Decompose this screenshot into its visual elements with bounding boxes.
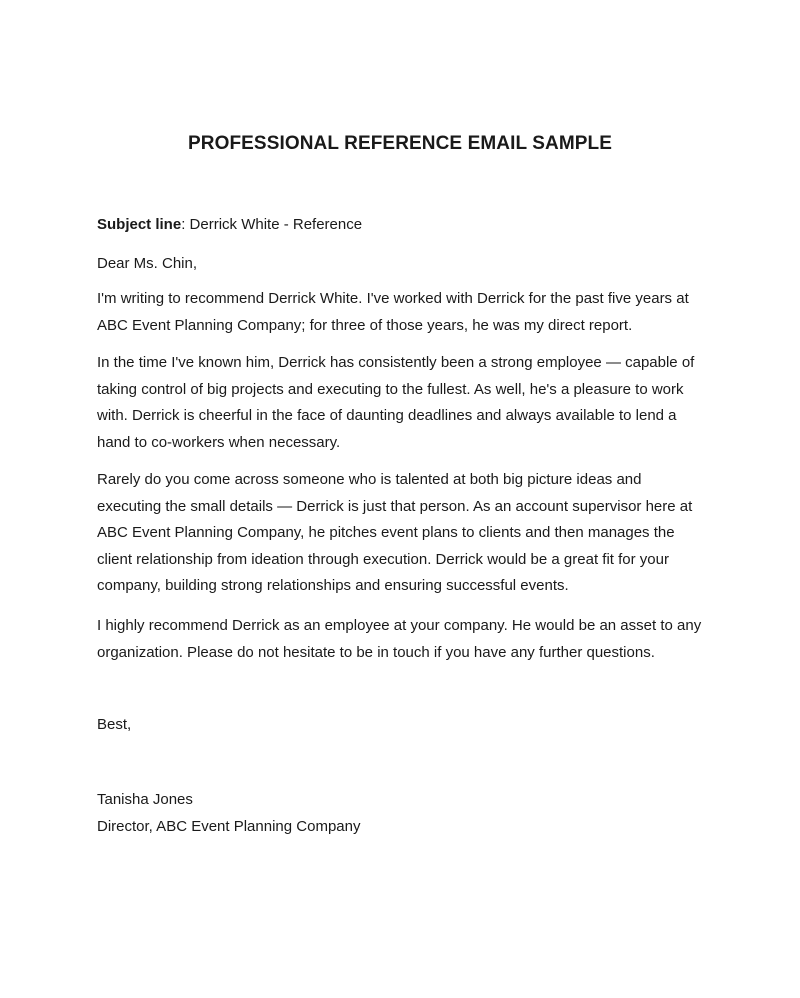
subject-label: Subject line xyxy=(97,216,182,233)
closing: Best, xyxy=(97,716,132,733)
signature-name: Tanisha Jones xyxy=(97,791,193,808)
subject-line xyxy=(97,212,709,239)
greeting: Dear Ms. Chin, xyxy=(97,255,198,272)
page-title: PROFESSIONAL REFERENCE EMAIL SAMPLE xyxy=(187,133,612,154)
paragraph-recommendation: I highly recommend Derrick as an employee at your company. He would be an asset to any organization. Please do not hesitate to be in touch if you have any further questions. xyxy=(97,617,702,661)
paragraph-qualities: In the time I've known him, Derrick has consistently been a strong employee — capable of taking control of big projects and executing to the fullest. As well, he's a pleasure to work with. Derrick is cheerful in the face of daunting deadlines and always available to lend a hand to co-workers when necessary. xyxy=(97,354,695,451)
signature-title: Director, ABC Event Planning Company xyxy=(97,818,361,835)
subject-value: : Derrick White - Reference xyxy=(181,216,363,233)
paragraph-skills: Rarely do you come across someone who is talented at both big picture ideas and executing the small details — Derrick is just that person. As an account supervisor here at ABC Event Planning Company, he pitches event plans to clients and then manages the client relationship from ideation through execution. Derrick would be a great fit for your company, building strong relationships and ensuring successful events. xyxy=(97,471,693,594)
paragraph-intro: I'm writing to recommend Derrick White. I've worked with Derrick for the past five years at ABC Event Planning Company; for three of those years, he was my direct report. xyxy=(97,290,689,334)
